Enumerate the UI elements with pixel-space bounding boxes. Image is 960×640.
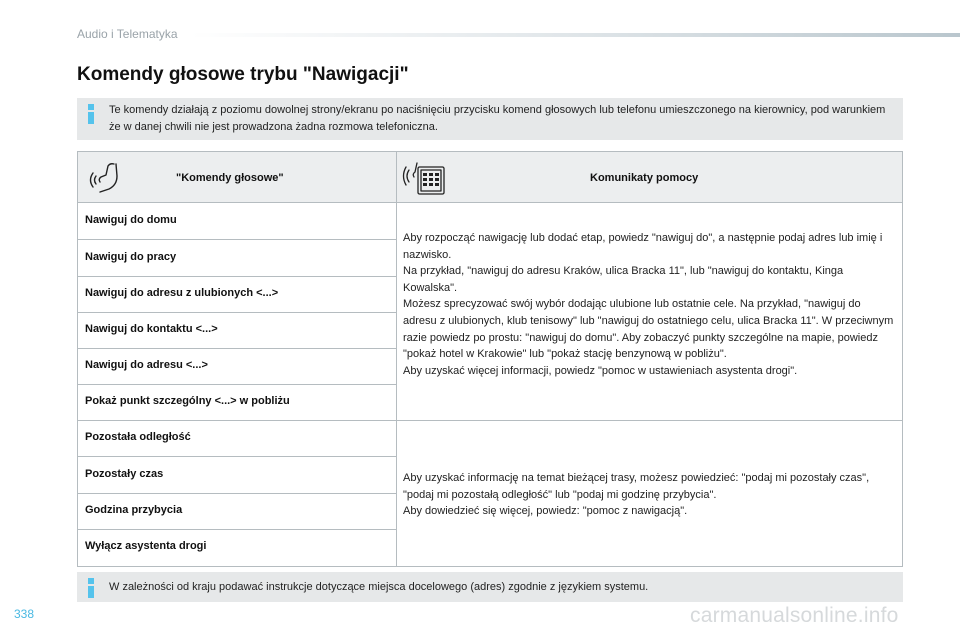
command-cell [78,312,397,349]
header-voice-commands: "Komendy głosowe" [176,172,284,184]
page-number: 338 [14,607,35,621]
command-cell [78,348,397,385]
header-rule [190,33,960,37]
command-label: Pokaż punkt szczególny <...> w pobliżu [85,395,290,407]
command-label: Pozostała odległość [85,431,191,443]
command-cell [78,457,397,494]
info-icon [87,578,95,598]
command-cell [78,276,397,313]
header-help-messages: Komunikaty pomocy [590,172,699,184]
group-divider [397,420,902,421]
section-label: Audio i Telematyka [77,27,178,41]
watermark: carmanualsonline.info [690,604,899,627]
command-cell [78,529,397,566]
command-label: Nawiguj do adresu <...> [85,359,208,371]
command-label: Nawiguj do adresu z ulubionych <...> [85,287,279,299]
column-divider [396,203,397,566]
command-cell [78,384,397,421]
info-text: W zależności od kraju podawać instrukcje dotyczące miejsca docelowego (adres) zgodnie z językiem systemu. [109,581,649,593]
page-title: Komendy głosowe trybu "Nawigacji" [77,64,409,85]
table-header [78,152,902,203]
info-icon [87,104,95,124]
command-label: Wyłącz asystenta drogi [85,540,207,552]
info-box-bottom [77,572,903,602]
hand-speaking-icon [86,160,122,194]
commands-table [77,151,903,567]
command-label: Pozostały czas [85,468,164,480]
help-message-route-info: Aby uzyskać informację na temat bieżącej trasy, możesz powiedzieć: "podaj mi pozostały czas", "podaj mi pozostałą odległość" lub "podaj mi godzinę przybycia". Aby dowiedzieć się więcej, powiedz: "pomoc z nawigacją". [403,472,870,518]
command-cell [78,203,397,240]
command-label: Godzina przybycia [85,504,183,516]
header-divider [396,152,397,203]
command-cell [78,240,397,277]
info-text: Te komendy działają z poziomu dowolnej strony/ekranu po naciśnięciu przycisku komend głosowych lub telefonu umieszczonego na kierownicy, pod warunkiem że w danej chwili nie jest prowadzona żadna rozmowa telefoniczna. [109,104,886,133]
command-cell [78,493,397,530]
hand-speaking-screen-icon [402,160,448,196]
help-message-navigation: Aby rozpocząć nawigację lub dodać etap, powiedz "nawiguj do", a następnie podaj adres lub imię i nazwisko. Na przykład, "nawiguj do adresu Kraków, ulica Bracka 11", lub "nawiguj do kontaktu, Kinga Kowalska". Możesz sprecyzować swój wybór dodając ulubione lub ostatnie cele. Na przykład, "nawiguj do adresu z ulubionych, klub tenisowy" lub "nawiguj do ostatniego celu, ulica Bracka 11". W przeciwnym razie powiedz po prostu: "nawiguj do domu". Aby zobaczyć punkty szczególne na mapie, powiedz "pokaż hotel w Krakowie" lub "pokaż stację benzynową w pobliżu". Aby uzyskać więcej informacji, powiedz "pomoc w ustawieniach asystenta drogi". [403,232,894,377]
info-box-top [77,98,903,140]
command-cell [78,420,397,457]
command-label: Nawiguj do pracy [85,251,177,263]
command-label: Nawiguj do domu [85,214,177,226]
command-label: Nawiguj do kontaktu <...> [85,323,218,335]
